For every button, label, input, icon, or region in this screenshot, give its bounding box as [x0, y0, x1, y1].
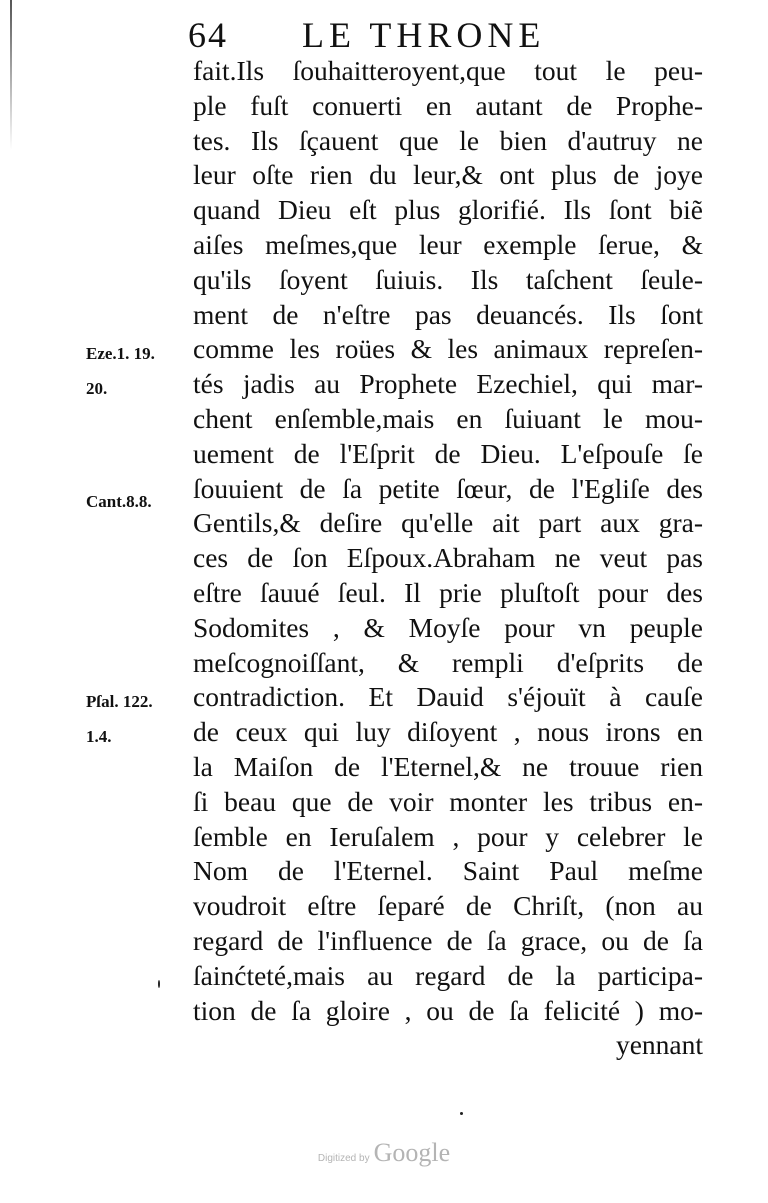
text-line: fait.Ils ſouhaitteroyent,que tout le peu- — [193, 55, 703, 86]
text-line: comme les roües & les animaux repreſen- — [193, 333, 703, 365]
text-line: Nom de l'Eternel. Saint Paul meſme — [193, 855, 703, 887]
text-line: Gentils,& deſire qu'elle ait part aux gra- — [193, 507, 703, 539]
catchword: yennant — [615, 1029, 703, 1061]
watermark-brand: Google — [373, 1138, 451, 1167]
running-title: LE THRONE — [302, 15, 546, 55]
text-line: ment de n'eſtre pas deuancés. Ils ſont — [193, 298, 703, 330]
text-line: ſemble en Ieruſalem , pour y celebrer le — [193, 820, 703, 852]
text-line: voudroit eſtre ſeparé de Chriſt, (non au — [193, 890, 703, 922]
text-line: contradiction. Et Dauid s'éjouït à cauſe — [193, 681, 703, 713]
text-line: ſouuient de ſa petite ſœur, de l'Egliſe des — [193, 472, 703, 504]
text-line: leur oſte rien du leur,& ont plus de joye — [193, 159, 703, 191]
margin-note: 20. — [86, 379, 108, 398]
page-edge-shadow — [10, 0, 12, 150]
text-line: tés jadis au Prophete Ezechiel, qui mar- — [193, 368, 703, 400]
digitized-watermark — [0, 1138, 768, 1168]
margin-note: Pſal. 122. — [86, 692, 153, 711]
text-line: quand Dieu eſt plus glorifié. Ils ſont biẽ — [193, 194, 703, 226]
text-line: ces de ſon Eſpoux.Abraham ne veut pas — [193, 542, 703, 574]
body-text — [193, 54, 703, 1063]
print-speck — [158, 980, 160, 988]
text-line: uement de l'Eſprit de Dieu. L'eſpouſe ſe — [193, 437, 703, 469]
text-line: ple fuſt conuerti en autant de Prophe- — [193, 89, 703, 121]
page-number: 64 — [188, 15, 228, 55]
print-speck — [460, 1112, 463, 1115]
watermark-prefix: Digitized by — [317, 1153, 370, 1164]
running-head — [188, 14, 608, 54]
text-line: de ceux qui luy diſoyent , nous irons en — [193, 716, 703, 748]
text-line: meſcognoiſſant, & rempli d'eſprits de — [193, 646, 703, 678]
text-line: la Maiſon de l'Eternel,& ne trouue rien — [193, 750, 703, 782]
text-line: aiſes meſmes,que leur exemple ſerue, & — [193, 228, 703, 260]
text-line: tes. Ils ſçauent que le bien d'autruy ne — [193, 124, 703, 156]
text-line: chent enſemble,mais en ſuiuant le mou- — [193, 402, 703, 434]
text-line: qu'ils ſoyent ſuiuis. Ils taſchent ſeule- — [193, 263, 703, 295]
margin-note: Eze.1. 19. — [86, 344, 155, 363]
text-line: ſainćteté,mais au regard de la participa- — [193, 959, 703, 991]
text-line: ſi beau que de voir monter les tribus en- — [193, 785, 703, 817]
text-line: Sodomites , & Moyſe pour vn peuple — [193, 611, 703, 643]
margin-note: 1.4. — [86, 727, 112, 746]
text-line: tion de ſa gloire , ou de ſa felicité ) mo- — [193, 994, 703, 1026]
margin-note: Cant.8.8. — [86, 492, 152, 511]
text-line: eſtre ſauué ſeul. Il prie pluſtoſt pour des — [193, 576, 703, 608]
text-line: regard de l'influence de ſa grace, ou de ſa — [193, 924, 703, 956]
